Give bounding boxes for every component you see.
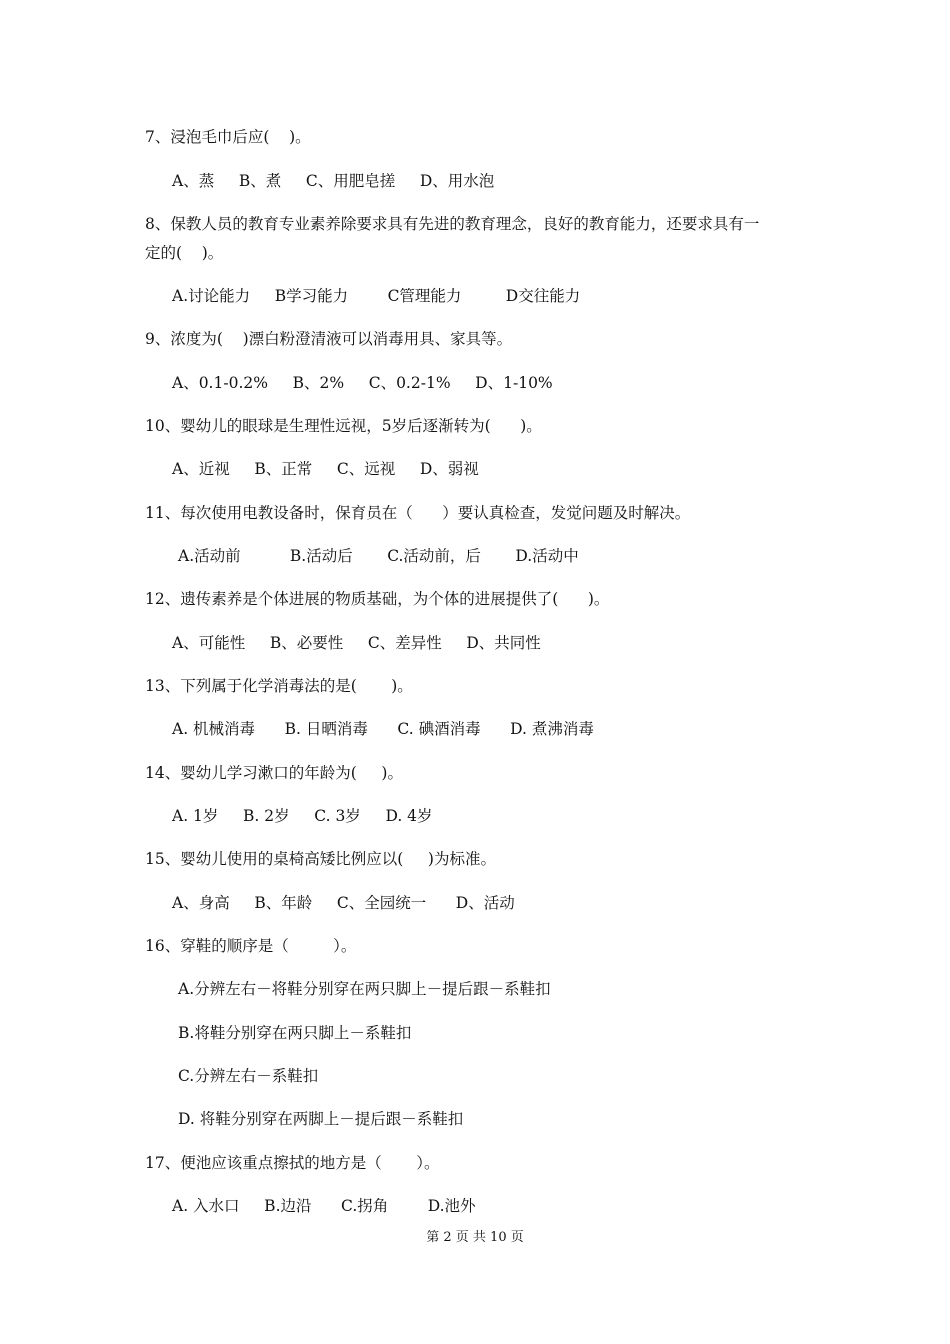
question-8-stem-line-1: 8、保教人员的教育专业素养除要求具有先进的教育理念，良好的教育能力，还要求具有一 xyxy=(145,215,760,233)
question-7-stem: 7、浸泡毛巾后应( )。 xyxy=(145,128,311,146)
question-9-stem: 9、浓度为( )漂白粉澄清液可以消毒用具、家具等。 xyxy=(145,330,513,348)
question-8-stem-line-2: 定的( )。 xyxy=(145,244,224,262)
question-8-options: A.讨论能力 B学习能力 C管理能力 D交往能力 xyxy=(172,287,581,305)
question-17-stem: 17、便池应该重点擦拭的地方是（ ）。 xyxy=(145,1154,440,1172)
question-16-option-a: A.分辨左右－将鞋分别穿在两只脚上－提后跟－系鞋扣 xyxy=(178,980,551,998)
question-16-option-b: B.将鞋分别穿在两只脚上－系鞋扣 xyxy=(178,1024,412,1042)
page-footer: 第 2 页 共 10 页 xyxy=(426,1230,524,1245)
question-7-options: A、蒸 B、煮 C、用肥皂搓 D、用水泡 xyxy=(172,172,495,190)
question-9-options: A、0.1-0.2% B、2% C、0.2-1% D、1-10% xyxy=(172,374,553,392)
question-17-options: A. 入水口 B.边沿 C.拐角 D.池外 xyxy=(172,1197,476,1215)
question-16-stem: 16、穿鞋的顺序是（ ）。 xyxy=(145,937,357,955)
question-15-stem: 15、婴幼儿使用的桌椅高矮比例应以( )为标准。 xyxy=(145,850,496,868)
question-11-stem: 11、每次使用电教设备时，保育员在（ ）要认真检查，发觉问题及时解决。 xyxy=(145,504,691,522)
question-16-option-d: D. 将鞋分别穿在两脚上－提后跟－系鞋扣 xyxy=(178,1110,464,1128)
question-15-options: A、身高 B、年龄 C、全园统一 D、活动 xyxy=(172,894,515,912)
question-16-option-c: C.分辨左右－系鞋扣 xyxy=(178,1067,319,1085)
question-10-options: A、近视 B、正常 C、远视 D、弱视 xyxy=(172,460,479,478)
question-14-stem: 14、婴幼儿学习漱口的年龄为( )。 xyxy=(145,764,403,782)
question-12-stem: 12、遗传素养是个体进展的物质基础，为个体的进展提供了( )。 xyxy=(145,590,610,608)
question-14-options: A. 1岁 B. 2岁 C. 3岁 D. 4岁 xyxy=(172,807,433,825)
question-13-options: A. 机械消毒 B. 日晒消毒 C. 碘酒消毒 D. 煮沸消毒 xyxy=(172,720,594,738)
question-13-stem: 13、下列属于化学消毒法的是( )。 xyxy=(145,677,413,695)
question-12-options: A、可能性 B、必要性 C、差异性 D、共同性 xyxy=(172,634,541,652)
question-11-options: A.活动前 B.活动后 C.活动前，后 D.活动中 xyxy=(178,547,579,565)
question-10-stem: 10、婴幼儿的眼球是生理性远视，5岁后逐渐转为( )。 xyxy=(145,417,542,435)
